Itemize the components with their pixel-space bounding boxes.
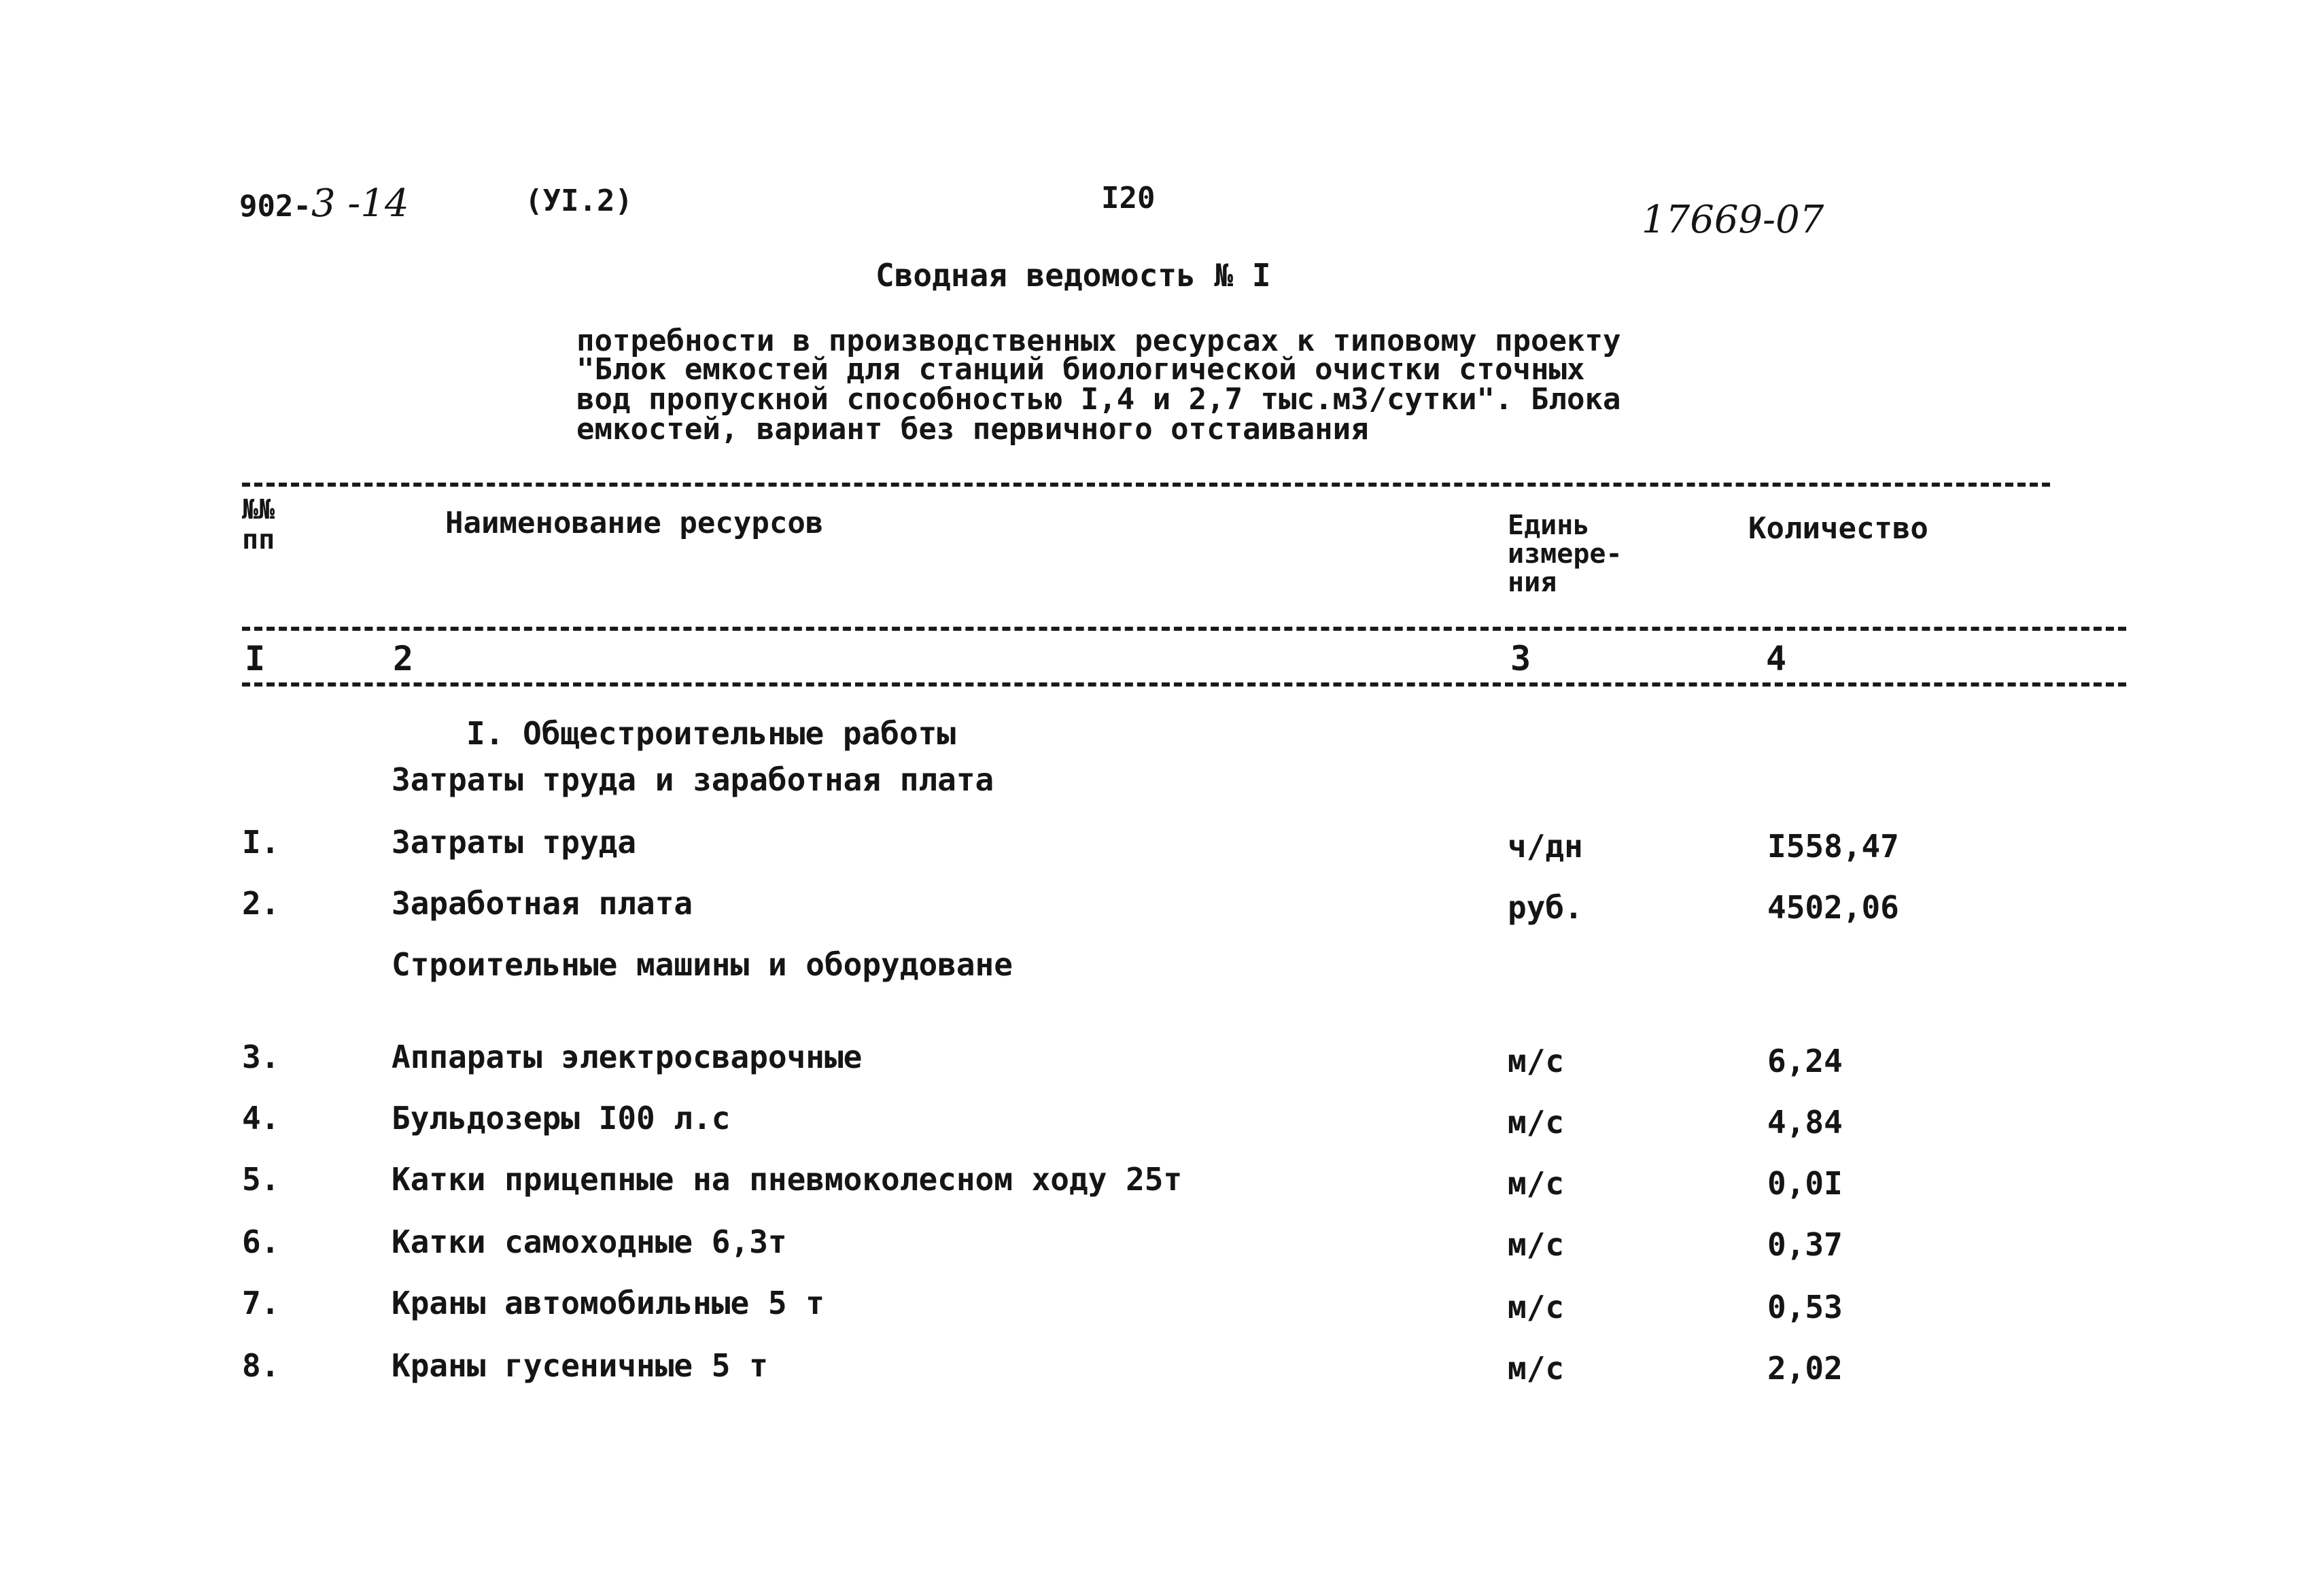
- row-1-num: I.: [242, 824, 280, 861]
- row-1-unit: ч/дн: [1508, 828, 1583, 865]
- document-code-prefix: 902-: [239, 189, 311, 224]
- row-7-num: 7.: [242, 1285, 280, 1321]
- row-3-unit: м/с: [1508, 1043, 1565, 1079]
- inventory-number: 17669-07: [1642, 198, 1824, 242]
- column-number-4: 4: [1766, 639, 1787, 678]
- column-number-3: 3: [1510, 639, 1531, 678]
- row-7-unit: м/с: [1508, 1289, 1565, 1325]
- document-code-handwritten: 3 -14: [311, 181, 409, 226]
- row-2-num: 2.: [242, 885, 280, 922]
- row-8-qty: 2,02: [1767, 1350, 1843, 1387]
- row-4-unit: м/с: [1508, 1104, 1565, 1141]
- row-8-num: 8.: [242, 1347, 280, 1384]
- row-5-num: 5.: [242, 1161, 280, 1198]
- row-1-name: Затраты труда: [392, 824, 637, 861]
- row-3-qty: 6,24: [1767, 1043, 1843, 1079]
- row-5-unit: м/с: [1508, 1165, 1565, 1202]
- column-number-1: I: [245, 639, 266, 678]
- row-2-name: Заработная плата: [392, 885, 693, 922]
- row-4-name: Бульдозеры I00 л.с: [392, 1100, 731, 1136]
- header-num-label: №№ пп: [242, 494, 275, 555]
- page-number: I20: [1101, 181, 1156, 215]
- row-5-qty: 0,0I: [1767, 1165, 1843, 1202]
- row-8-name: Краны гусеничные 5 т: [392, 1347, 768, 1384]
- section-title: I. Общестроительные работы: [466, 715, 956, 752]
- row-6-qty: 0,37: [1767, 1226, 1843, 1263]
- row-5-name: Катки прицепные на пневмоколесном ходу 25т: [392, 1161, 1183, 1198]
- header-name: Наименование ресурсов: [445, 506, 824, 540]
- header-bottom-rule: [242, 627, 2126, 631]
- intro-line-4: емкостей, вариант без первичного отстаивания: [576, 412, 1369, 447]
- header-unit-label: Единь измере- ния: [1508, 510, 1623, 598]
- document-code: [239, 181, 409, 226]
- page-title: Сводная ведомость № I: [875, 257, 1271, 294]
- intro-line-3: вод пропускной способностью I,4 и 2,7 тыс.м3/сутки". Блока: [576, 382, 1621, 417]
- row-8-unit: м/с: [1508, 1350, 1565, 1387]
- intro-line-1: потребности в производственных ресурсах к типовому проекту: [576, 324, 1621, 358]
- row-4-qty: 4,84: [1767, 1104, 1843, 1141]
- row-3-num: 3.: [242, 1039, 280, 1075]
- album-number: (УI.2): [525, 184, 633, 218]
- row-2-qty: 4502,06: [1767, 889, 1899, 926]
- header-unit: [1508, 511, 1623, 597]
- row-3-name: Аппараты электросварочные: [392, 1039, 863, 1075]
- row-7-name: Краны автомобильные 5 т: [392, 1285, 825, 1321]
- subsection-machines: Строительные машины и оборудоване: [392, 946, 1013, 983]
- subsection-labor: Затраты труда и заработная плата: [392, 761, 994, 798]
- intro-line-2: "Блок емкостей для станций биологической очистки сточных: [576, 352, 1585, 387]
- row-2-unit: руб.: [1508, 889, 1583, 926]
- table-top-rule: [242, 483, 2050, 487]
- header-qty: Количество: [1748, 511, 1928, 546]
- column-numbers-rule: [242, 682, 2126, 687]
- row-1-qty: I558,47: [1767, 828, 1899, 865]
- row-4-num: 4.: [242, 1100, 280, 1136]
- row-6-name: Катки самоходные 6,3т: [392, 1224, 787, 1260]
- column-number-2: 2: [393, 639, 414, 678]
- row-7-qty: 0,53: [1767, 1289, 1843, 1325]
- header-num: [242, 495, 275, 555]
- row-6-num: 6.: [242, 1224, 280, 1260]
- row-6-unit: м/с: [1508, 1226, 1565, 1263]
